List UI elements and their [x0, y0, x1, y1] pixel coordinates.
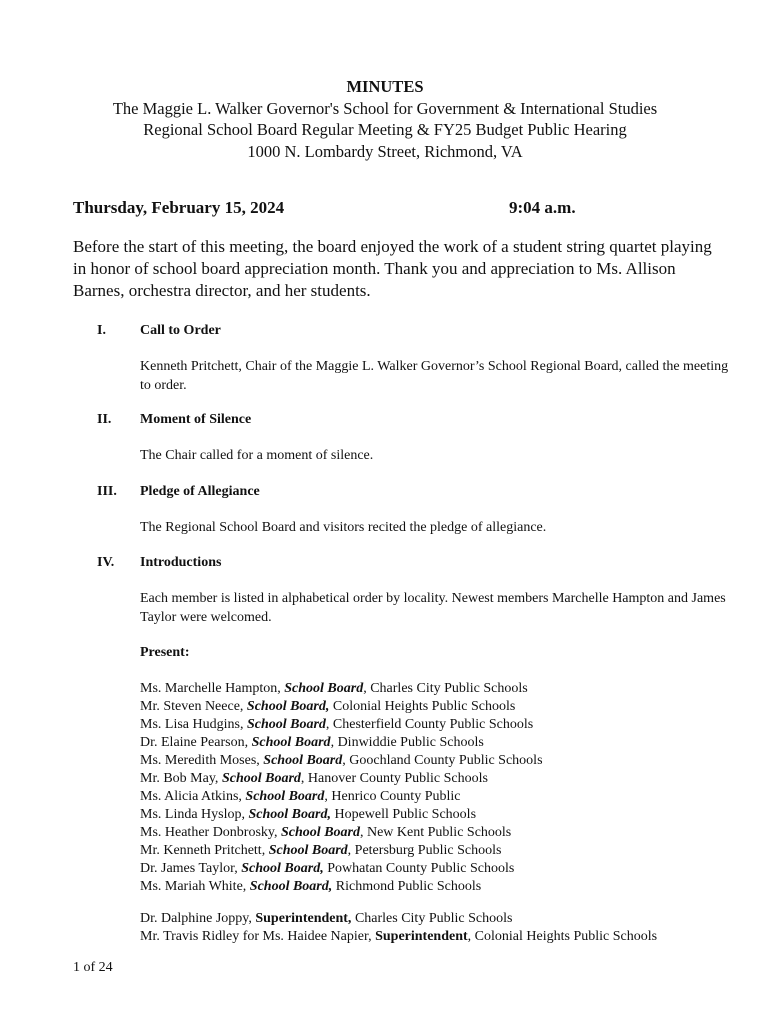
page-number: 1 of 24	[73, 960, 113, 975]
section-body: The Chair called for a moment of silence.	[140, 448, 374, 463]
list-item: Ms. Linda Hyslop, School Board, Hopewell Public Schools	[140, 807, 477, 822]
document-header	[0, 76, 770, 162]
list-item: Dr. Dalphine Joppy, Superintendent, Charles City Public Schools	[140, 911, 513, 926]
section-title-introductions: Introductions	[140, 555, 222, 570]
list-item: Mr. Bob May, School Board, Hanover County Public Schools	[140, 771, 488, 786]
section-body: The Regional School Board and visitors recited the pledge of allegiance.	[140, 520, 547, 535]
intro-paragraph: Before the start of this meeting, the board enjoyed the work of a student string quartet playing in honor of school board appreciation month. Thank you and appreciation to Ms. Allison Barnes, orchestra director, and her students.	[73, 237, 712, 300]
meeting-name: Regional School Board Regular Meeting & FY25 Budget Public Hearing	[143, 120, 627, 139]
section-title-moment-of-silence: Moment of Silence	[140, 412, 252, 427]
board-member-list	[140, 680, 760, 896]
meeting-address: 1000 N. Lombardy Street, Richmond, VA	[247, 141, 523, 161]
school-name: The Maggie L. Walker Governor's School for Government & International Studies	[112, 98, 658, 118]
section-number: III.	[97, 484, 117, 499]
section-number: I.	[97, 323, 106, 338]
list-item: Dr. Elaine Pearson, School Board, Dinwiddie Public Schools	[140, 735, 484, 750]
list-item: Mr. Steven Neece, School Board, Colonial Heights Public Schools	[140, 699, 516, 714]
meeting-time: 9:04 a.m.	[509, 198, 576, 217]
section-number: II.	[97, 412, 112, 427]
list-item: Ms. Meredith Moses, School Board, Goochland County Public Schools	[140, 753, 543, 768]
list-item: Ms. Mariah White, School Board, Richmond Public Schools	[140, 879, 482, 894]
present-label: Present:	[140, 645, 190, 660]
list-item: Mr. Travis Ridley for Ms. Haidee Napier, Superintendent, Colonial Heights Public Schools	[140, 929, 658, 944]
section-title-pledge: Pledge of Allegiance	[140, 484, 260, 499]
list-item: Ms. Lisa Hudgins, School Board, Chesterfield County Public Schools	[140, 717, 534, 732]
list-item: Ms. Marchelle Hampton, School Board, Charles City Public Schools	[140, 681, 528, 696]
document-title: MINUTES	[346, 77, 424, 96]
list-item: Mr. Kenneth Pritchett, School Board, Petersburg Public Schools	[140, 843, 502, 858]
superintendent-list	[140, 910, 760, 946]
section-number: IV.	[97, 555, 115, 570]
section-body: Kenneth Pritchett, Chair of the Maggie L. Walker Governor’s School Regional Board, called the meeting to order.	[140, 359, 729, 393]
section-body: Each member is listed in alphabetical order by locality. Newest members Marchelle Hampton and James Taylor were welcomed.	[140, 591, 726, 625]
list-item: Dr. James Taylor, School Board, Powhatan County Public Schools	[140, 861, 515, 876]
meeting-date: Thursday, February 15, 2024	[73, 198, 285, 217]
list-item: Ms. Alicia Atkins, School Board, Henrico County Public	[140, 789, 461, 804]
section-title-call-to-order: Call to Order	[140, 323, 221, 338]
list-item: Ms. Heather Donbrosky, School Board, New Kent Public Schools	[140, 825, 512, 840]
